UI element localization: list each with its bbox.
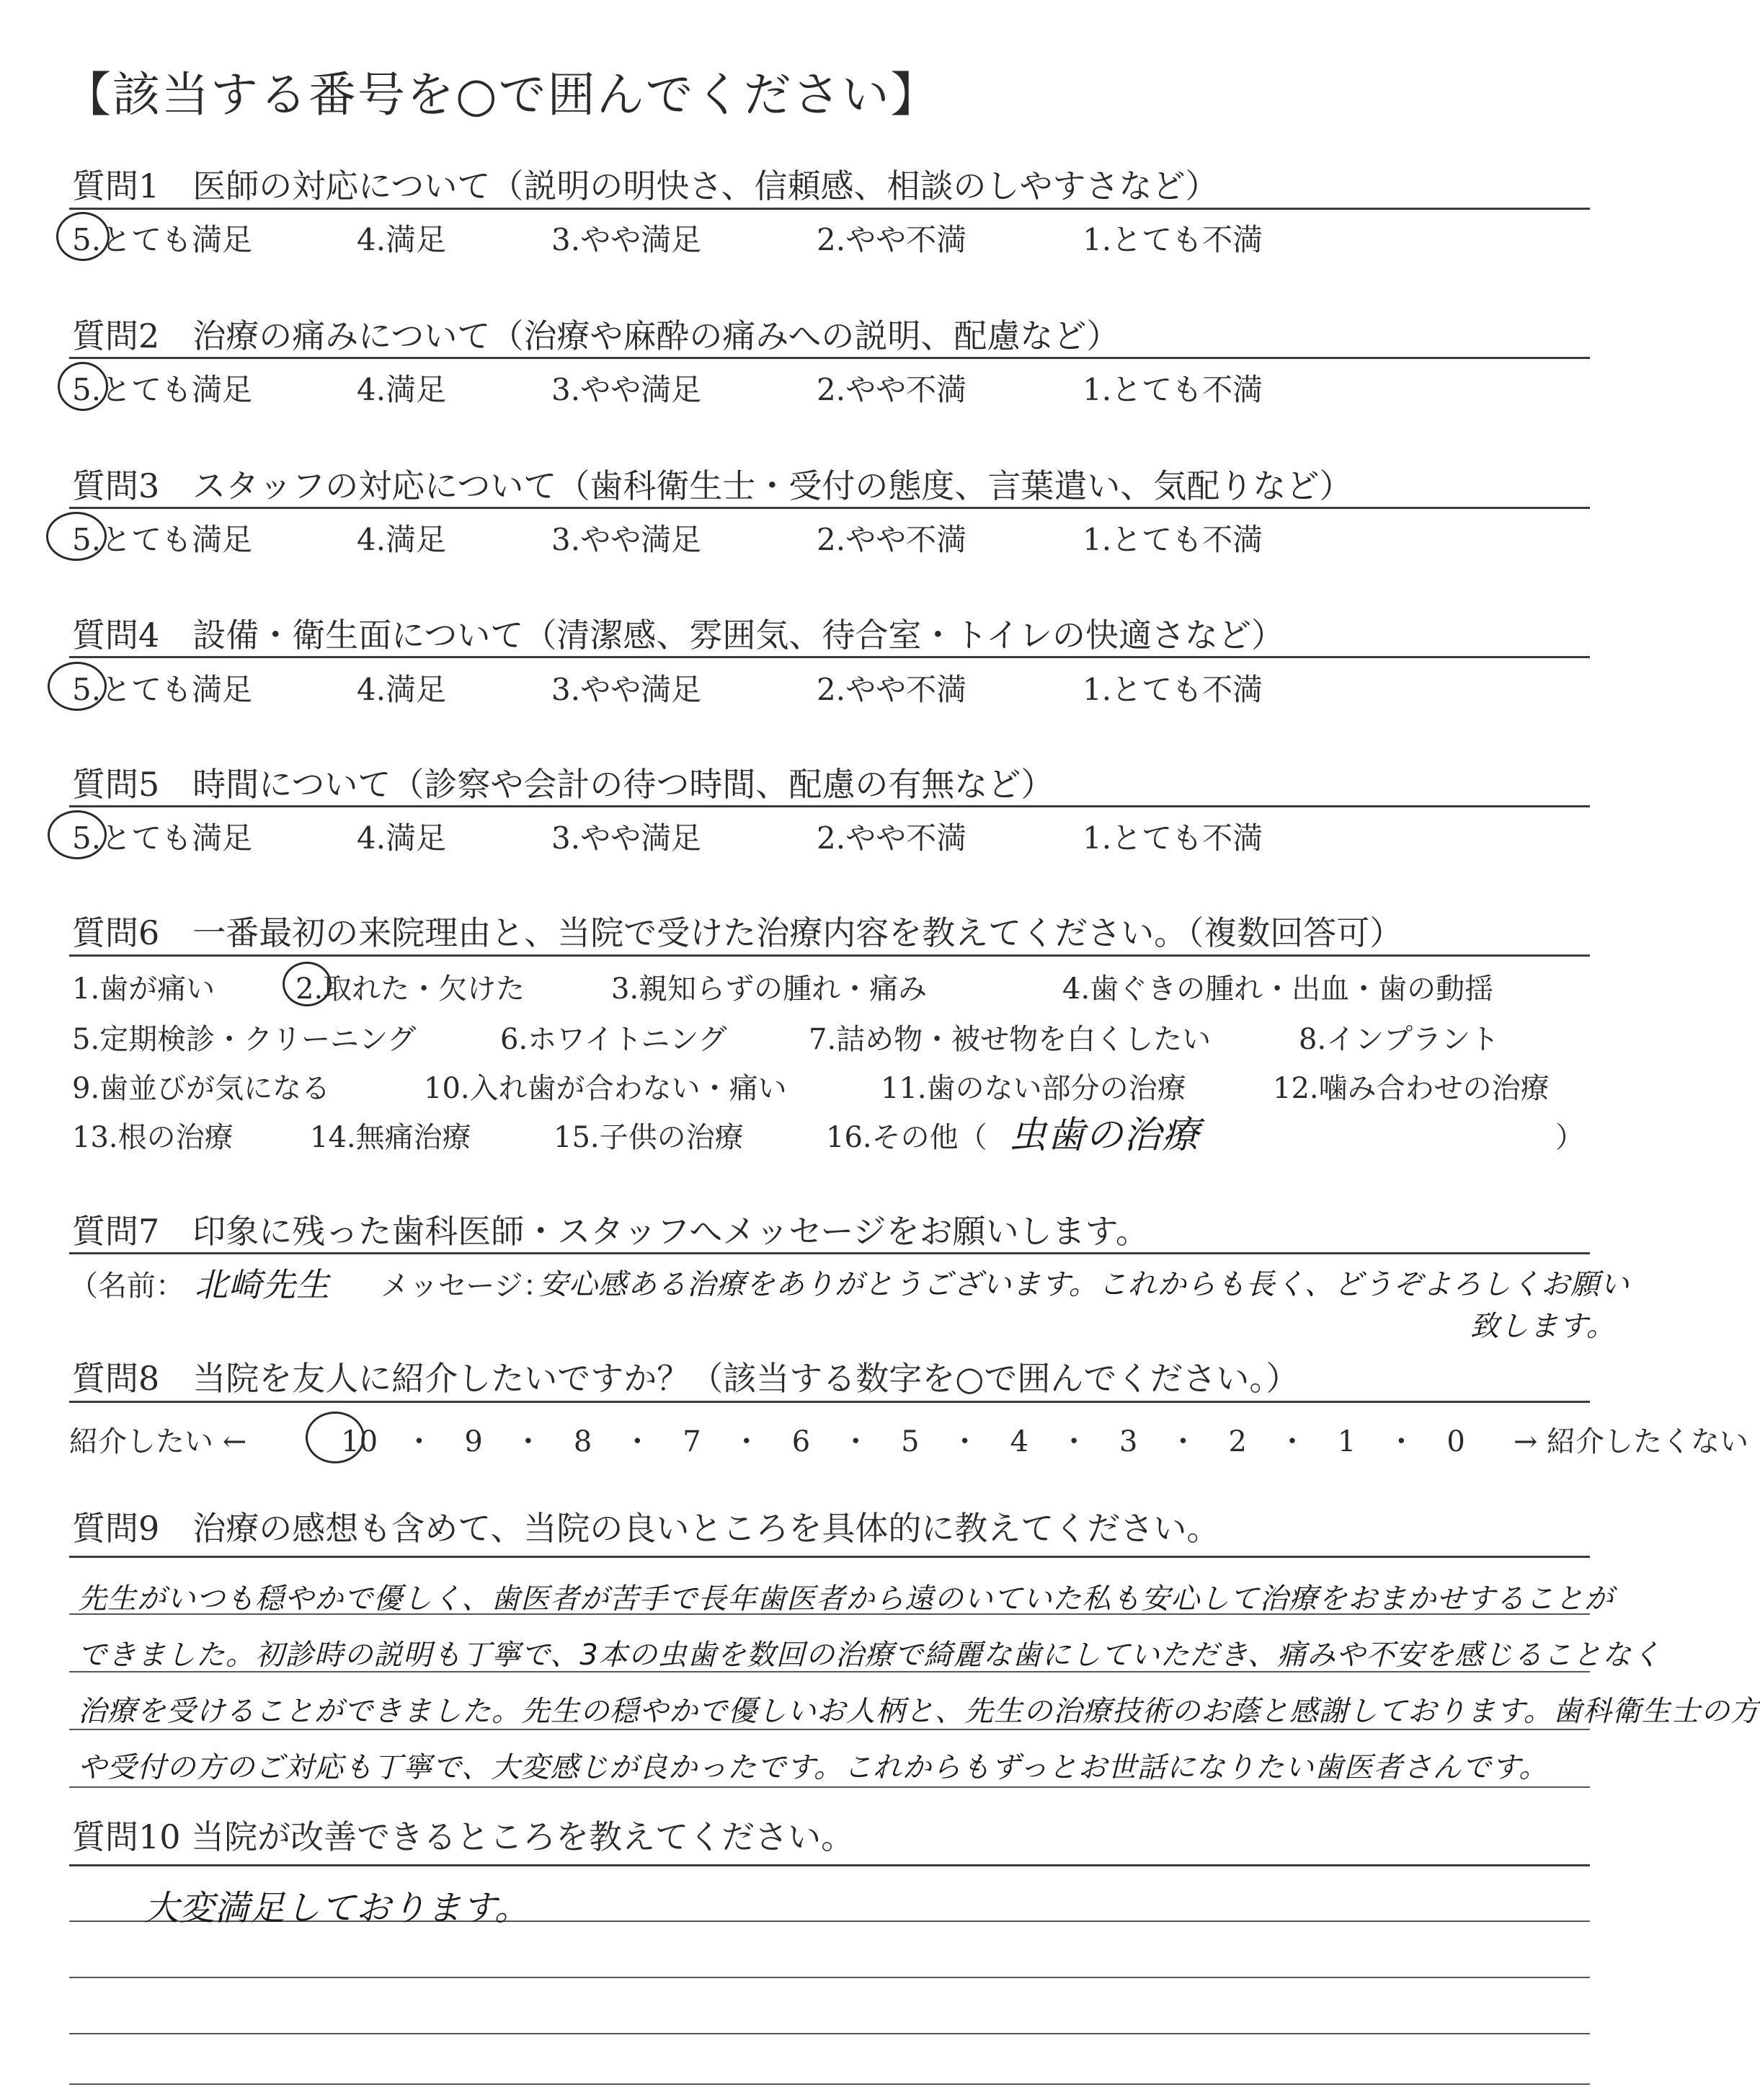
q5-option-3[interactable]: 3.やや満足 <box>551 820 702 856</box>
q2-option-5[interactable]: 5.とても満足 <box>72 372 253 407</box>
q1-option-2[interactable]: 2.やや不満 <box>817 222 967 257</box>
question-1-rule <box>69 208 1590 210</box>
q3-option-2[interactable]: 2.やや不満 <box>817 522 967 557</box>
q4-option-5[interactable]: 5.とても満足 <box>72 672 253 707</box>
q5-option-5[interactable]: 5.とても満足 <box>72 820 253 856</box>
q7-message-line-2[interactable]: 致します。 <box>1470 1310 1616 1343</box>
q6-option-12[interactable]: 12.噛み合わせの治療 <box>1273 1072 1550 1105</box>
q10-answer[interactable]: 大変満足しております。 <box>144 1888 530 1928</box>
page-title: 【該当する番号を○で囲んでください】 <box>63 67 940 123</box>
q3-option-1[interactable]: 1.とても不満 <box>1083 522 1263 557</box>
q8-value-3[interactable]: 3 <box>1119 1425 1138 1458</box>
q6-option-6[interactable]: 6.ホワイトニング <box>500 1023 727 1056</box>
q6-option-9[interactable]: 9.歯並びが気になる <box>72 1072 331 1105</box>
q6-option-14[interactable]: 14.無痛治療 <box>310 1121 471 1154</box>
question-1-options <box>72 216 1586 260</box>
q8-separator: ・ <box>1277 1425 1307 1458</box>
q8-separator: ・ <box>950 1425 979 1458</box>
q9-answer-line-2[interactable]: できました。初診時の説明も丁寧で、3本の虫歯を数回の治療で綺麗な歯にしていただき、痛みや不安を感じることなく <box>78 1639 1662 1672</box>
q6-option-5[interactable]: 5.定期検診・クリーニング <box>72 1023 417 1056</box>
q1-answer-circle <box>56 212 110 261</box>
question-9-rule-4 <box>69 1786 1590 1788</box>
q3-option-4[interactable]: 4.満足 <box>357 522 447 557</box>
question-8-title: 質問8 当院を友人に紹介したいですか？（該当する数字を○で囲んでください。） <box>72 1359 1299 1398</box>
q6-option-10[interactable]: 10.入れ歯が合わない・痛い <box>424 1072 787 1105</box>
question-7-title: 質問7 印象に残った歯科医師・スタッフへメッセージをお願いします。 <box>72 1212 1149 1251</box>
question-4-options <box>72 666 1586 709</box>
question-5-title: 質問5 時間について（診察や会計の待つ時間、配慮の有無など） <box>72 765 1054 804</box>
q9-answer-line-4[interactable]: や受付の方のご対応も丁寧で、大変感じが良かったです。これからもずっとお世話になりたい歯医者さんです。 <box>78 1751 1549 1784</box>
question-5-options <box>72 815 1586 858</box>
q5-option-4[interactable]: 4.満足 <box>357 820 447 856</box>
q8-value-10[interactable]: 10 <box>341 1425 378 1458</box>
q8-separator: ・ <box>841 1425 871 1458</box>
q1-option-4[interactable]: 4.満足 <box>357 222 447 257</box>
question-2-options <box>72 366 1586 409</box>
q8-separator: ・ <box>513 1425 543 1458</box>
q2-option-4[interactable]: 4.満足 <box>357 372 447 407</box>
q4-option-2[interactable]: 2.やや不満 <box>817 672 967 707</box>
question-9-title: 質問9 治療の感想も含めて、当院の良いところを具体的に教えてください。 <box>72 1509 1220 1548</box>
q3-option-5[interactable]: 5.とても満足 <box>72 522 253 557</box>
q2-option-2[interactable]: 2.やや不満 <box>817 372 967 407</box>
question-8-rule <box>69 1401 1590 1403</box>
q7-name-value[interactable]: 北崎先生 <box>195 1265 330 1304</box>
question-3-title: 質問3 スタッフの対応について（歯科衛生士・受付の態度、言葉遣い、気配りなど） <box>72 466 1353 505</box>
q6-option-4[interactable]: 4.歯ぐきの腫れ・出血・歯の動揺 <box>1062 973 1494 1006</box>
q8-value-8[interactable]: 8 <box>573 1425 592 1458</box>
q2-answer-circle <box>58 362 108 411</box>
q8-value-9[interactable]: 9 <box>464 1425 483 1458</box>
q4-option-4[interactable]: 4.満足 <box>357 672 447 707</box>
q6-option-1[interactable]: 1.歯が痛い <box>72 973 215 1006</box>
q8-value-6[interactable]: 6 <box>791 1425 811 1458</box>
q8-separator: ・ <box>1387 1425 1416 1458</box>
q4-option-3[interactable]: 3.やや満足 <box>551 672 702 707</box>
q3-option-3[interactable]: 3.やや満足 <box>551 522 702 557</box>
q7-message-label: メッセージ： <box>381 1270 552 1303</box>
question-4-title: 質問4 設備・衛生面について（清潔感、雰囲気、待合室・トイレの快適さなど） <box>72 616 1285 655</box>
q1-option-5[interactable]: 5.とても満足 <box>72 222 253 257</box>
q1-option-1[interactable]: 1.とても不満 <box>1083 222 1263 257</box>
q4-option-1[interactable]: 1.とても不満 <box>1083 672 1263 707</box>
q5-option-1[interactable]: 1.とても不満 <box>1083 820 1263 856</box>
q8-separator: ・ <box>623 1425 652 1458</box>
q6-option-2[interactable]: 2.取れた・欠けた <box>295 973 525 1006</box>
q9-answer-line-1[interactable]: 先生がいつも穏やかで優しく、歯医者が苦手で長年歯医者から遠のいていた私も安心して治療をおまかせすることが <box>78 1582 1614 1616</box>
q6-option-15[interactable]: 15.子供の治療 <box>554 1121 744 1154</box>
question-1-title: 質問1 医師の対応について（説明の明快さ、信頼感、相談のしやすさなど） <box>72 167 1219 205</box>
q8-left-label: 紹介したい ← <box>69 1425 247 1458</box>
q5-answer-circle <box>48 810 107 859</box>
question-9-rule-0 <box>69 1556 1590 1558</box>
question-4-rule <box>69 656 1590 658</box>
q8-separator: ・ <box>404 1425 434 1458</box>
q1-option-3[interactable]: 3.やや満足 <box>551 222 702 257</box>
question-10-rule-0 <box>69 1864 1590 1866</box>
q4-answer-circle <box>48 662 107 711</box>
q6-other-close-paren: ） <box>1555 1121 1584 1154</box>
q8-value-1[interactable]: 1 <box>1337 1425 1356 1458</box>
q6-option-11[interactable]: 11.歯のない部分の治療 <box>881 1072 1186 1105</box>
q8-right-label: → 紹介したくない <box>1513 1425 1749 1458</box>
q8-separator: ・ <box>1059 1425 1089 1458</box>
question-3-rule <box>69 507 1590 509</box>
question-10-rule-4 <box>69 2083 1590 2085</box>
question-6-title: 質問6 一番最初の来院理由と、当院で受けた治療内容を教えてください。（複数回答可） <box>72 913 1403 952</box>
q7-message-line-1[interactable]: 安心感ある治療をありがとうございます。これからも長く、どうぞよろしくお願い <box>539 1268 1630 1301</box>
q6-answer-circle <box>283 962 332 1006</box>
q8-answer-circle <box>306 1412 365 1463</box>
q6-option-3[interactable]: 3.親知らずの腫れ・痛み <box>611 973 928 1006</box>
question-10-rule-2 <box>69 1977 1590 1978</box>
q8-separator: ・ <box>1168 1425 1198 1458</box>
q8-value-7[interactable]: 7 <box>683 1425 701 1458</box>
q8-value-0[interactable]: 0 <box>1446 1425 1465 1458</box>
q3-answer-circle <box>46 512 107 561</box>
q8-value-4[interactable]: 4 <box>1010 1425 1029 1458</box>
q6-option-13[interactable]: 13.根の治療 <box>72 1121 234 1154</box>
question-5-rule <box>69 805 1590 807</box>
q6-option-8[interactable]: 8.インプラント <box>1299 1023 1500 1056</box>
q8-value-5[interactable]: 5 <box>901 1425 920 1458</box>
q6-other-text[interactable]: 虫歯の治療 <box>1009 1114 1201 1157</box>
q6-option-7[interactable]: 7.詰め物・被せ物を白くしたい <box>809 1023 1212 1056</box>
question-2-rule <box>69 357 1590 359</box>
q6-option-16[interactable]: 16.その他（ <box>826 1121 987 1154</box>
q2-option-1[interactable]: 1.とても不満 <box>1083 372 1263 407</box>
q2-option-3[interactable]: 3.やや満足 <box>551 372 702 407</box>
q9-answer-line-3[interactable]: 治療を受けることができました。先生の穏やかで優しいお人柄と、先生の治療技術のお蔭と感謝しております。歯科衛生士の方 <box>78 1695 1760 1728</box>
question-6-rule <box>69 954 1590 957</box>
question-2-title: 質問2 治療の痛みについて（治療や麻酔の痛みへの説明、配慮など） <box>72 316 1120 355</box>
q8-value-2[interactable]: 2 <box>1228 1425 1247 1458</box>
question-10-rule-3 <box>69 2033 1590 2034</box>
question-3-options <box>72 516 1586 559</box>
q8-separator: ・ <box>732 1425 761 1458</box>
q5-option-2[interactable]: 2.やや不満 <box>817 820 967 856</box>
question-7-rule <box>69 1252 1590 1254</box>
q7-name-label: （名前： <box>69 1270 185 1303</box>
question-10-title: 質問10 当院が改善できるところを教えてください。 <box>72 1817 855 1856</box>
